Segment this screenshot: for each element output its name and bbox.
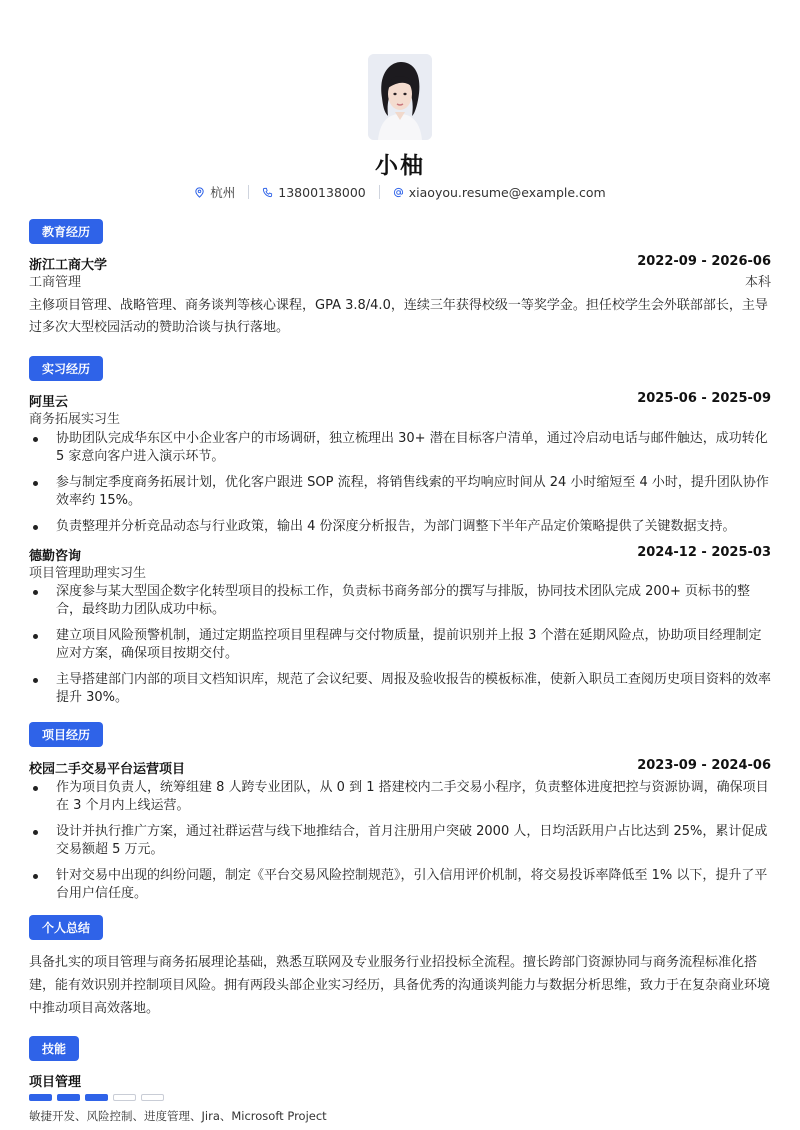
internship-date: 2024-12 - 2025-03 <box>637 545 771 560</box>
internship-bullets <box>29 430 771 544</box>
section-title-skills: 技能 <box>29 1036 79 1061</box>
school-name: 浙江工商大学 <box>29 258 108 273</box>
location-pin-icon <box>194 187 205 198</box>
list-item: 负责整理并分析竞品动态与行业政策，输出 4 份深度分析报告，为部门调整下半年产品定价策略提供了关键数据支持。 <box>29 518 771 536</box>
portrait-image <box>368 54 432 140</box>
contact-location <box>194 183 235 201</box>
candidate-name: 小柚 <box>375 153 425 179</box>
internship-bullets <box>29 583 771 715</box>
skill-level-segment-filled <box>57 1094 80 1101</box>
project-bullets <box>29 779 771 911</box>
list-item: 主导搭建部门内部的项目文档知识库，规范了会议纪要、周报及验收报告的模板标准，使新入职员工查阅历史项目资料的效率提升 30%。 <box>29 671 771 707</box>
education-description: 主修项目管理、战略管理、商务谈判等核心课程，GPA 3.8/4.0，连续三年获得校级一等奖学金。担任校学生会外联部部长，主导过多次大型校园活动的赞助洽谈与执行落地。 <box>29 298 768 335</box>
education-date: 2022-09 - 2026-06 <box>637 254 771 269</box>
skill-level-segment-filled <box>29 1094 52 1101</box>
project-name: 校园二手交易平台运营项目 <box>29 762 186 777</box>
list-item: 设计并执行推广方案，通过社群运营与线下地推结合，首月注册用户突破 2000 人，日均活跃用户占比达到 25%，累计促成交易额超 5 万元。 <box>29 823 771 859</box>
list-item: 协助团队完成华东区中小企业客户的市场调研，独立梳理出 30+ 潜在目标客户清单，通过冷启动电话与邮件触达，成功转化 5 家意向客户进入演示环节。 <box>29 430 771 466</box>
contact-email[interactable] <box>393 185 606 200</box>
contact-location-text: 杭州 <box>210 185 236 200</box>
summary-text: 具备扎实的项目管理与商务拓展理论基础，熟悉互联网及专业服务行业招投标全流程。擅长跨部门资源协同与商务流程标准化搭建，能有效识别并控制项目风险。拥有两段头部企业实习经历，具备优秀的沟通谈判能力与数据分析思维，致力于在复杂商业环境中推动项目高效落地。 <box>29 955 771 1016</box>
section-title-summary: 个人总结 <box>29 915 103 940</box>
list-item: 针对交易中出现的纠纷问题，制定《平台交易风险控制规范》，引入信用评价机制，将交易投诉率降低至 1% 以下，提升了平台用户信任度。 <box>29 867 771 903</box>
contact-divider <box>248 185 249 199</box>
section-title-internships: 实习经历 <box>29 356 103 381</box>
skill-level-segment-filled <box>85 1094 108 1101</box>
role: 项目管理助理实习生 <box>29 566 147 581</box>
internship-role-row <box>29 408 771 427</box>
project-date: 2023-09 - 2024-06 <box>637 758 771 773</box>
list-item: 参与制定季度商务拓展计划，优化客户跟进 SOP 流程，将销售线索的平均响应时间从 24 小时缩短至 4 小时，提升团队协作效率约 15%。 <box>29 474 771 510</box>
profile-photo <box>368 54 432 140</box>
skill-level-segment-empty <box>141 1094 164 1101</box>
skill-name: 项目管理 <box>29 1075 82 1090</box>
skill-level-bar <box>29 1094 164 1101</box>
list-item: 深度参与某大型国企数字化转型项目的投标工作，负责标书商务部分的撰写与排版，协同技术团队完成 200+ 页标书的整合，最终助力团队成功中标。 <box>29 583 771 619</box>
internship-role-row <box>29 562 771 581</box>
role: 商务拓展实习生 <box>29 412 121 427</box>
contact-bar <box>0 183 800 201</box>
degree: 本科 <box>744 275 771 290</box>
company-name: 阿里云 <box>29 395 69 410</box>
project-header <box>29 758 771 777</box>
contact-divider <box>379 185 380 199</box>
internship-date: 2025-06 - 2025-09 <box>637 391 771 406</box>
education-subheader <box>29 271 771 290</box>
contact-phone[interactable] <box>262 185 365 200</box>
contact-email-text: xiaoyou.resume@example.com <box>408 184 606 200</box>
company-name: 德勤咨询 <box>29 549 82 564</box>
contact-phone-text: 13800138000 <box>278 184 366 200</box>
at-icon <box>393 187 404 198</box>
skill-level-segment-empty <box>113 1094 136 1101</box>
list-item: 作为项目负责人，统筹组建 8 人跨专业团队，从 0 到 1 搭建校内二手交易小程序，负责整体进度把控与资源协调，确保项目在 3 个月内上线运营。 <box>29 779 771 815</box>
section-title-education: 教育经历 <box>29 219 103 244</box>
list-item: 建立项目风险预警机制，通过定期监控项目里程碑与交付物质量，提前识别并上报 3 个潜在延期风险点，协助项目经理制定应对方案，确保项目按期交付。 <box>29 627 771 663</box>
major: 工商管理 <box>29 275 82 290</box>
phone-icon <box>262 187 273 198</box>
skill-keywords: 敏捷开发、风险控制、进度管理、Jira、Microsoft Project <box>29 1109 327 1123</box>
section-title-projects: 项目经历 <box>29 722 103 747</box>
